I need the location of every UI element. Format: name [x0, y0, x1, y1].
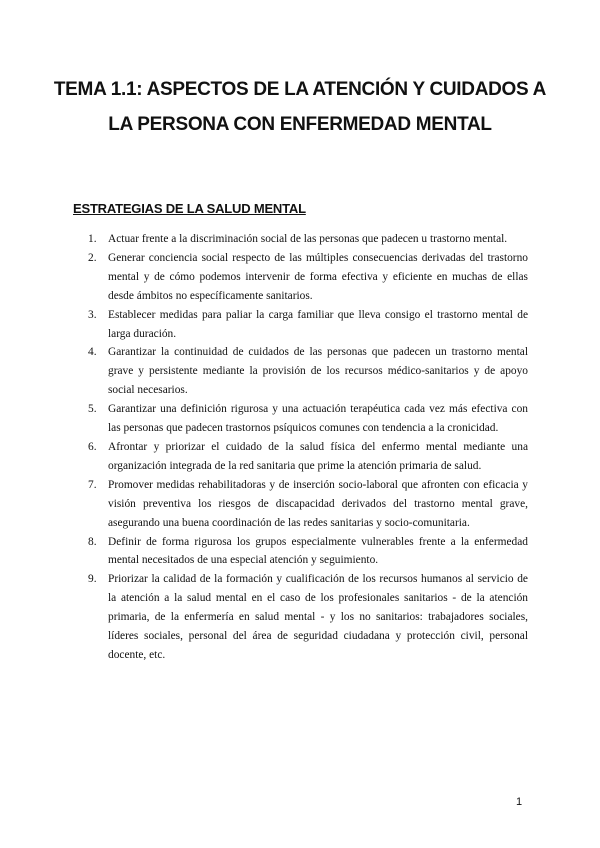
list-item-number: 1.: [88, 233, 97, 245]
list-item: [88, 570, 528, 665]
list-item-text: Garantizar una definición rigurosa y una actuación terapéutica cada vez más efectiva con las personas que padecen trastornos psíquicos comunes con tendencia a la cronicidad.: [108, 403, 528, 435]
list-item-text: Garantizar la continuidad de cuidados de las personas que padecen un trastorno mental grave y persistente mediante la provisión de los recursos médico-sanitarios y de apoyo social necesarios.: [108, 346, 528, 397]
list-item: [88, 400, 528, 438]
list-item-text: Generar conciencia social respecto de las múltiples consecuencias derivadas del trastorno mental y de cómo podemos intervenir de forma efectiva y eficiente en muchas de ellas desde ámbitos no específicamente sanitarios.: [108, 251, 528, 302]
list-item: [88, 343, 528, 400]
document-title: TEMA 1.1: ASPECTOS DE LA ATENCIÓN Y CUIDADOS A LA PERSONA CON ENFERMEDAD MENTAL: [53, 79, 547, 135]
section-heading: ESTRATEGIAS DE LA SALUD MENTAL: [73, 201, 306, 216]
list-item: [88, 249, 528, 306]
list-item: [88, 438, 528, 476]
list-item-text: Establecer medidas para paliar la carga familiar que lleva consigo el trastorno mental de larga duración.: [108, 308, 528, 340]
list-item-number: 7.: [88, 478, 97, 491]
list-item: [88, 533, 528, 571]
list-item-text: Definir de forma rigurosa los grupos especialmente vulnerables frente a la enfermedad mental necesitados de una especial atención y seguimiento.: [108, 535, 528, 567]
list-item-text: Afrontar y priorizar el cuidado de la salud física del enfermo mental mediante una organización integrada de la red sanitaria que prime la atención primaria de salud.: [108, 440, 528, 472]
list-item: [88, 476, 528, 533]
list-item-text: Priorizar la calidad de la formación y cualificación de los recursos humanos al servicio de la atención a la salud mental en el caso de los profesionales sanitarios - de la atención primaria, de la enfermería en salud mental - y los no sanitarios: trabajadores sociales, líderes sociales, personal del área de seguridad ciudadana y protección civil, personal docente, etc.: [108, 573, 528, 661]
list-item: [88, 306, 528, 344]
list-item-number: 9.: [88, 573, 97, 586]
strategies-list: [88, 230, 528, 665]
list-item-number: 5.: [88, 403, 97, 416]
list-item-number: 4.: [88, 346, 97, 359]
list-item-number: 6.: [88, 440, 97, 453]
list-item-text: Actuar frente a la discriminación social de las personas que padecen u trastorno mental.: [108, 233, 508, 245]
list-item-number: 3.: [88, 308, 97, 321]
list-item-number: 8.: [88, 535, 97, 548]
list-item-text: Promover medidas rehabilitadoras y de inserción socio-laboral que afronten con eficacia y visión preventiva los riesgos de discapacidad derivados del trastorno mental grave, asegurando una buena coordinación de las redes sanitarias y socio-comunitaria.: [108, 478, 528, 529]
list-item-number: 2.: [88, 251, 97, 264]
list-item: [88, 230, 528, 249]
page-number: 1: [516, 796, 523, 808]
